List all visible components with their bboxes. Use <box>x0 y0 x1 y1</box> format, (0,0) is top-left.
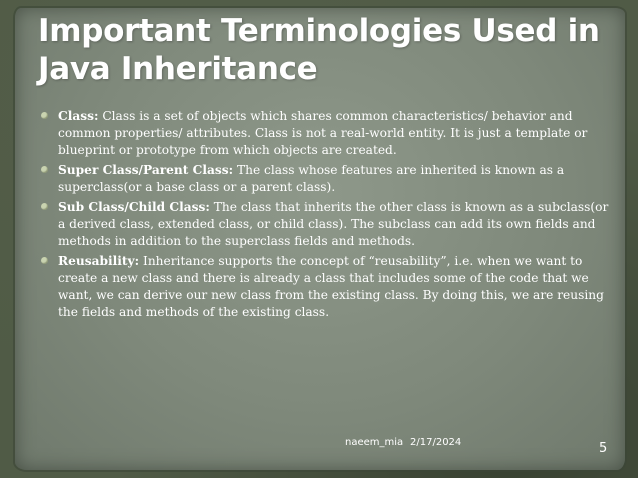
bullet-text: Class is a set of objects which shares common characteristics/ behavior and common properties/ attributes. Class is not a real-world entity. It is just a template or blueprint or prototype from which objects are created. <box>58 109 588 157</box>
bullet-list <box>40 108 612 324</box>
slide-title-line-1: Important Terminologies Used in <box>38 13 600 49</box>
bullet-item-super-class <box>40 162 612 196</box>
bullet-term: Sub Class/Child Class: <box>58 200 210 214</box>
footer-date: 2/17/2024 <box>410 437 462 448</box>
bullet-term: Reusability: <box>58 254 140 268</box>
slide-title <box>38 12 608 88</box>
bullet-icon <box>41 257 48 264</box>
bullet-term: Class: <box>58 109 99 123</box>
slide-title-line-2: Java Inheritance <box>38 51 318 87</box>
bullet-item-reusability <box>40 253 612 321</box>
bullet-text: The class whose features are inherited is known as a superclass(or a base class or a parent class). <box>58 163 565 194</box>
bullet-item-sub-class <box>40 199 612 250</box>
bullet-text: Inheritance supports the concept of “reusability”, i.e. when we want to create a new class and there is already a class that includes some of the code that we want, we can derive our new class from the existing class. By doing this, we are reusing the fields and methods of the existing class. <box>58 254 604 319</box>
bullet-icon <box>41 203 48 210</box>
footer-author: naeem_mia <box>345 437 404 448</box>
bullet-text: The class that inherits the other class is known as a subclass(or a derived class, extended class, or child class). The subclass can add its own fields and methods in addition to the superclass fields and methods. <box>58 200 609 248</box>
bullet-icon <box>41 166 48 173</box>
bullet-icon <box>41 112 48 119</box>
page-number: 5 <box>599 441 608 456</box>
bullet-term: Super Class/Parent Class: <box>58 163 234 177</box>
bullet-item-class <box>40 108 612 159</box>
